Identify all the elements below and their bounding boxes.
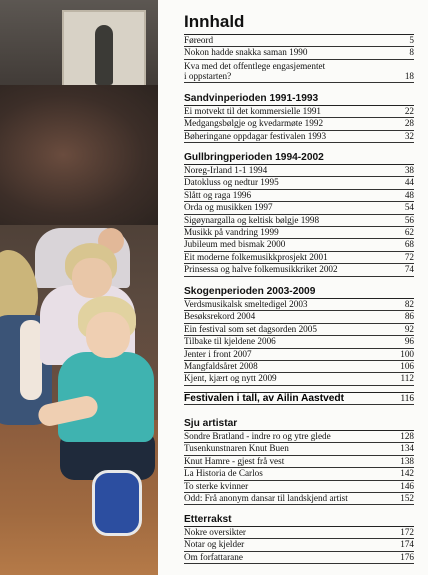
entry-title: Tilbake til kjeldene 2006 [184,336,276,347]
entry-page: 134 [400,443,414,454]
toc-entry[interactable] [184,47,414,59]
toc-entry[interactable] [184,349,414,361]
entry-page: 44 [404,177,414,188]
toc-entry[interactable] [184,456,414,468]
entry-title: Kva med det offentlege engasjementet i oppstarten? [184,60,326,82]
entry-title: Medgangsbølgje og kvedarmøte 1992 [184,118,324,129]
entry-title: Eit moderne folkemusikkprosjekt 2001 [184,251,328,262]
entry-page: 22 [404,105,414,116]
entry-title: Slått og raga 1996 [184,189,252,200]
entry-title: Besøksrekord 2004 [184,311,256,322]
entry-title: Festivalen i tall, av Ailin Aastvedt [184,393,345,404]
toc-entry[interactable] [184,299,414,311]
toc-entry[interactable] [184,239,414,251]
section-list [184,105,414,143]
entry-page: 32 [404,130,414,141]
toc-entry[interactable] [184,361,414,373]
entry-page: 8 [409,47,414,58]
entry-title: Knut Hamre - gjest frå vest [184,455,285,466]
section-title: Sju artistar [184,418,238,429]
photo-boy-shoe [92,470,142,536]
toc-entry[interactable] [184,481,414,493]
entry-page: 82 [404,298,414,309]
entry-page: 116 [400,393,414,403]
entry-title: Ei motvekt til det kommersielle 1991 [184,105,322,116]
entry-page: 96 [404,336,414,347]
section-title: Skogenperioden 2003-2009 [184,286,316,297]
toc-entry[interactable] [184,252,414,264]
toc-entry[interactable] [184,493,414,505]
photo-crowd [0,85,158,225]
entry-page: 128 [400,430,414,441]
toc-entry[interactable] [184,539,414,551]
entry-page: 146 [400,480,414,491]
toc-entry[interactable] [184,35,414,47]
entry-title: Ein festival som set dagsorden 2005 [184,323,317,334]
entry-page: 28 [404,118,414,129]
entry-page: 56 [404,214,414,225]
toc-entry[interactable] [184,552,414,564]
section-list [184,526,414,564]
entry-page: 106 [400,360,414,371]
entry-title: Tusenkunstnaren Knut Buen [184,443,289,454]
entry-title: Nokon hadde snakka saman 1990 [184,47,308,58]
table-of-contents [160,0,428,575]
entry-title: Bøheringane oppdagar festivalen 1993 [184,130,327,141]
entry-page: 100 [400,348,414,359]
toc-entry[interactable] [184,227,414,239]
toc-entry[interactable] [184,106,414,118]
entry-title: Odd: Frå anonym dansar til landskjend artist [184,492,348,503]
entry-title: Nokre oversikter [184,526,246,537]
photo-child-face [72,258,112,298]
entry-title: Mangfaldsåret 2008 [184,360,258,371]
entry-title: Jubileum med bismak 2000 [184,239,286,250]
entry-title: To sterke kvinner [184,480,249,491]
entry-title: Musikk på vandring 1999 [184,226,279,237]
toc-entry[interactable] [184,177,414,189]
toc-entry[interactable] [184,431,414,443]
entry-page: 5 [409,34,414,45]
entry-page: 172 [400,526,414,537]
section-title: Gullbringperioden 1994-2002 [184,152,324,163]
toc-entry[interactable] [184,190,414,202]
photo-boy-shirt [58,352,154,442]
toc-entry[interactable] [184,131,414,143]
entry-page: 38 [404,164,414,175]
toc-entry[interactable] [184,311,414,323]
entry-page: 86 [404,311,414,322]
toc-entry[interactable] [184,373,414,385]
entry-title: Prinsessa og halve folkemusikkriket 2002 [184,264,338,275]
toc-entry[interactable] [184,165,414,177]
toc-entry[interactable] [184,527,414,539]
children-audience-photo [0,0,158,575]
entry-page: 54 [404,202,414,213]
section-list [184,430,414,505]
entry-title: Noreg-Irland 1-1 1994 [184,164,268,175]
toc-entry[interactable] [184,264,414,276]
toc-heading: Innhald [184,12,245,31]
entry-page: 152 [400,492,414,503]
entry-page: 112 [400,373,414,384]
entry-title: Jenter i front 2007 [184,348,252,359]
toc-entry[interactable] [184,202,414,214]
entry-page: 72 [404,251,414,262]
photo-girl-arm [20,320,42,400]
entry-title: Sigøynargalla og keltisk bølgje 1998 [184,214,320,225]
toc-entry[interactable] [184,336,414,348]
entry-page: 138 [400,455,414,466]
entry-title: Notar og kjelder [184,539,245,550]
section-title: Sandvinperioden 1991-1993 [184,93,319,104]
toc-entry[interactable] [184,324,414,336]
section-title: Etterrakst [184,514,232,525]
entry-page: 142 [400,468,414,479]
entry-title: Datokluss og nedtur 1995 [184,177,279,188]
photo-poster-figure [95,25,113,85]
entry-title: Sondre Bratland - indre ro og ytre glede [184,430,331,441]
toc-entry[interactable] [184,468,414,480]
intro-list [184,34,414,83]
entry-page: 48 [404,189,414,200]
entry-title: Orda og musikken 1997 [184,202,273,213]
entry-title: Verdsmusikalsk smeltedigel 2003 [184,298,308,309]
toc-entry-festival-stats[interactable] [184,392,414,405]
entry-page: 92 [404,323,414,334]
photo-boy-face [86,312,130,358]
section-list [184,298,414,386]
entry-page: 68 [404,239,414,250]
entry-page: 18 [404,70,414,81]
entry-title: La Historia de Carlos [184,468,263,479]
toc-entry[interactable] [184,443,414,455]
entry-page: 74 [404,264,414,275]
entry-page: 176 [400,551,414,562]
toc-entry[interactable] [184,60,414,83]
entry-page: 174 [400,539,414,550]
entry-page: 62 [404,226,414,237]
entry-title: Om forfattarane [184,551,243,562]
toc-entry[interactable] [184,118,414,130]
entry-title: Kjent, kjært og nytt 2009 [184,373,277,384]
entry-title: Føreord [184,34,214,45]
toc-entry[interactable] [184,215,414,227]
section-list [184,164,414,277]
